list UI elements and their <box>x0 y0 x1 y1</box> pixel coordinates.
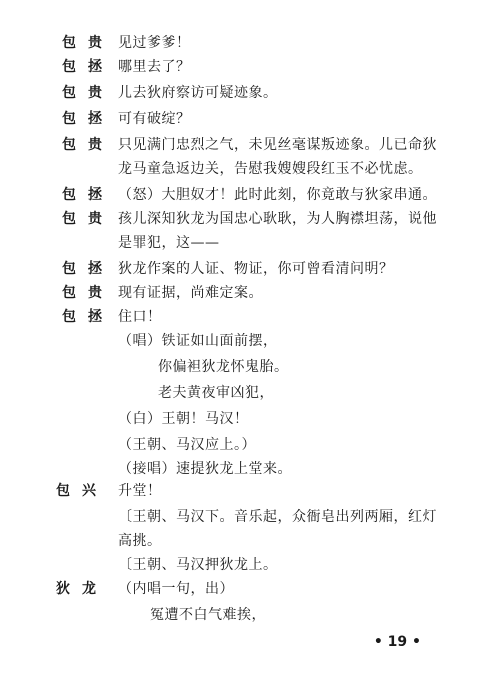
sung-line: （唱）铁证如山面前摆， <box>118 333 278 349</box>
dialogue-line: 儿去狄府察访可疑迹象。 <box>118 85 278 101</box>
dialogue-continuation: 龙马童急返边关，告慰我嫂嫂段红玉不必忧虑。 <box>118 161 423 177</box>
dialogue-line: 现有证据，尚难定案。 <box>118 285 263 301</box>
sung-line: （接唱）速提狄龙上堂来。 <box>118 461 292 477</box>
dialogue-line: 孩儿深知狄龙为国忠心耿耿，为人胸襟坦荡，说他 <box>118 211 437 227</box>
dialogue-line: 可有破绽？ <box>118 111 191 127</box>
stage-direction: （内唱一句，出） <box>118 581 234 597</box>
dialogue-line: （怒）大胆奴才！此时此刻，你竟敢与狄家串通。 <box>118 187 437 203</box>
dialogue-line: 见过爹爹！ <box>118 35 191 51</box>
spoken-line: （白）王朝！马汉！ <box>118 411 249 427</box>
dialogue-line: 住口！ <box>118 309 162 325</box>
stage-direction: 〔王朝、马汉下。音乐起，众衙皂出列两厢，红灯 <box>118 509 437 525</box>
page-number: • 19 • <box>373 634 421 650</box>
dialogue-continuation: 是罪犯，这—— <box>118 235 220 251</box>
dialogue-line: 只见满门忠烈之气，未见丝毫谋叛迹象。儿已命狄 <box>118 137 437 153</box>
dialogue-line: 狄龙作案的人证、物证，你可曾看清问明？ <box>118 261 394 277</box>
sung-line: 你偏袒狄龙怀鬼胎。 <box>158 359 289 375</box>
sung-line: 冤遭不白气难挨， <box>150 607 266 623</box>
dialogue-line: 哪里去了？ <box>118 59 191 75</box>
script-page: 包 贵 见过爹爹！ 包 拯 哪里去了？ 包 贵 儿去狄府察访可疑迹象。 包 拯 可有破绽？ 包 贵 只见满门忠烈之气，未见丝毫谋叛迹象。儿已命狄 龙马童急返边关，告慰我嫂嫂段红玉不必忧虑。 包 拯 （怒）大胆奴才！此时此刻，你竟敢与狄家串通。 包 贵 孩儿深知狄龙为国忠心耿耿，为人胸襟坦荡，说他 是罪犯，这—— 包 拯 狄龙作案的人证、物证，你可曾看清问明？ 包 贵 现有证据，尚难定案。 包 拯 住口！ （唱）铁证如山面前摆， 你偏袒狄龙怀鬼胎。 老夫黄夜审凶犯， （白）王朝！马汉！ （王朝、马汉应上。） （接唱）速提狄龙上堂来。 包 兴 升堂！ 〔王朝、马汉下。音乐起，众衙皂出列两厢，红灯 高挑。 〔王朝、马汉押狄龙上。 狄 龙 （内唱一句，出） 冤遭不白气难挨， • 19 • <box>56 35 437 650</box>
sung-line: 老夫黄夜审凶犯， <box>158 385 274 401</box>
stage-direction: 高挑。 <box>118 533 162 549</box>
stage-direction: （王朝、马汉应上。） <box>118 437 256 453</box>
dialogue-line: 升堂！ <box>118 483 162 499</box>
stage-direction: 〔王朝、马汉押狄龙上。 <box>118 557 278 573</box>
